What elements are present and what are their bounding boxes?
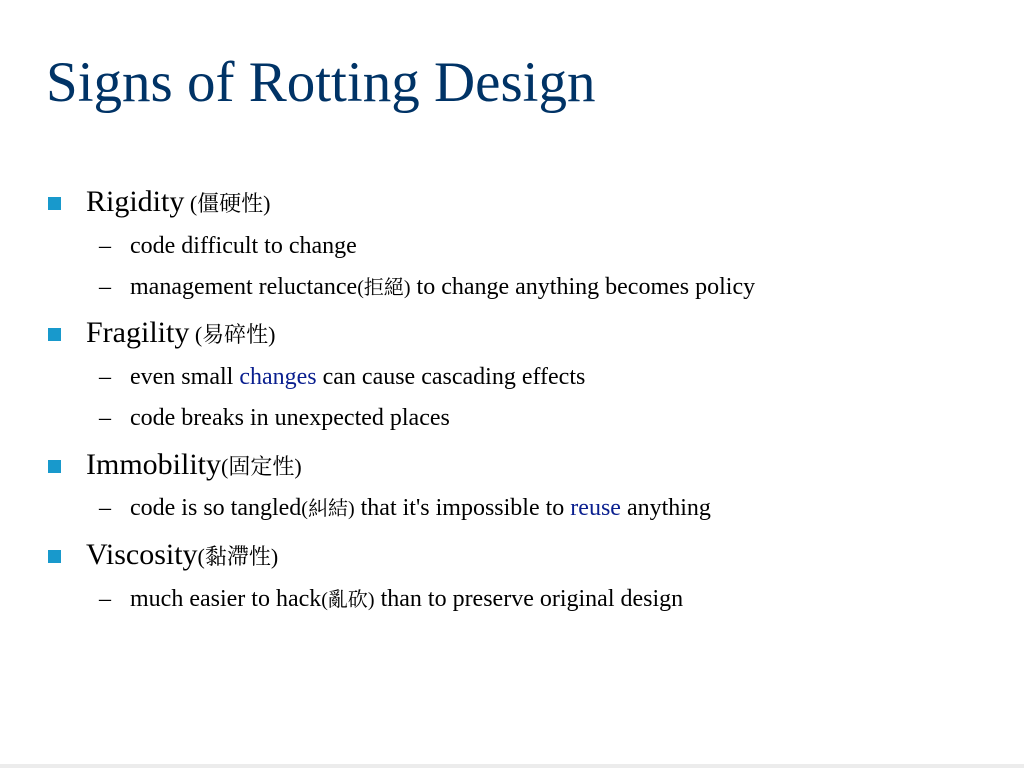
bullet-immobility: [86, 447, 302, 485]
highlighted-term: changes: [239, 364, 317, 390]
bullet-heading: Immobility: [86, 448, 221, 481]
dash-bullet-icon: –: [99, 274, 111, 300]
sub-bullet-text: code difficult to change: [130, 233, 357, 259]
sub-bullet-note: (亂砍): [321, 589, 375, 611]
bullet-viscosity: [86, 537, 278, 575]
dash-bullet-icon: –: [99, 495, 111, 521]
bullet-note: (僵硬性): [184, 191, 271, 216]
sub-bullet-text: much easier to hack: [130, 586, 322, 612]
dash-bullet-icon: –: [99, 405, 111, 431]
sub-bullet-text: than to preserve original design: [374, 586, 684, 612]
bullet-note: (黏滯性): [197, 544, 279, 569]
square-bullet-icon: [48, 460, 61, 473]
dash-bullet-icon: –: [99, 364, 111, 390]
square-bullet-icon: [48, 197, 61, 210]
sub-bullet: [99, 231, 357, 261]
square-bullet-icon: [48, 550, 61, 563]
sub-bullet: [99, 403, 450, 433]
bullet-note: (固定性): [221, 454, 302, 479]
slide-title: Signs of Rotting Design: [46, 51, 596, 114]
sub-bullet-text: to change anything becomes policy: [410, 274, 756, 300]
sub-bullet: [99, 584, 684, 615]
sub-bullet-text: code is so tangled: [130, 495, 302, 521]
sub-bullet-text: that it's impossible to: [354, 495, 571, 521]
dash-bullet-icon: –: [99, 586, 111, 612]
sub-bullet-text: management reluctance: [130, 274, 358, 300]
bullet-heading: Rigidity: [86, 185, 185, 218]
bullet-heading: Viscosity: [86, 538, 198, 571]
sub-bullet-note: (糾結): [301, 498, 355, 520]
bullet-note: (易碎性): [189, 322, 276, 347]
highlighted-term: reuse: [570, 495, 621, 521]
square-bullet-icon: [48, 328, 61, 341]
bullet-fragility: [86, 315, 276, 353]
bullet-rigidity: [86, 184, 271, 222]
sub-bullet: [99, 362, 586, 392]
sub-bullet-text: even small: [130, 364, 240, 390]
sub-bullet-note: (拒絕): [357, 277, 411, 299]
sub-bullet-text: can cause cascading effects: [316, 364, 586, 390]
bullet-heading: Fragility: [86, 316, 190, 349]
sub-bullet-text: code breaks in unexpected places: [130, 405, 450, 431]
sub-bullet: [99, 493, 711, 524]
sub-bullet: [99, 272, 756, 303]
dash-bullet-icon: –: [99, 233, 111, 259]
footer-divider: [0, 764, 1024, 768]
sub-bullet-text: anything: [620, 495, 711, 521]
